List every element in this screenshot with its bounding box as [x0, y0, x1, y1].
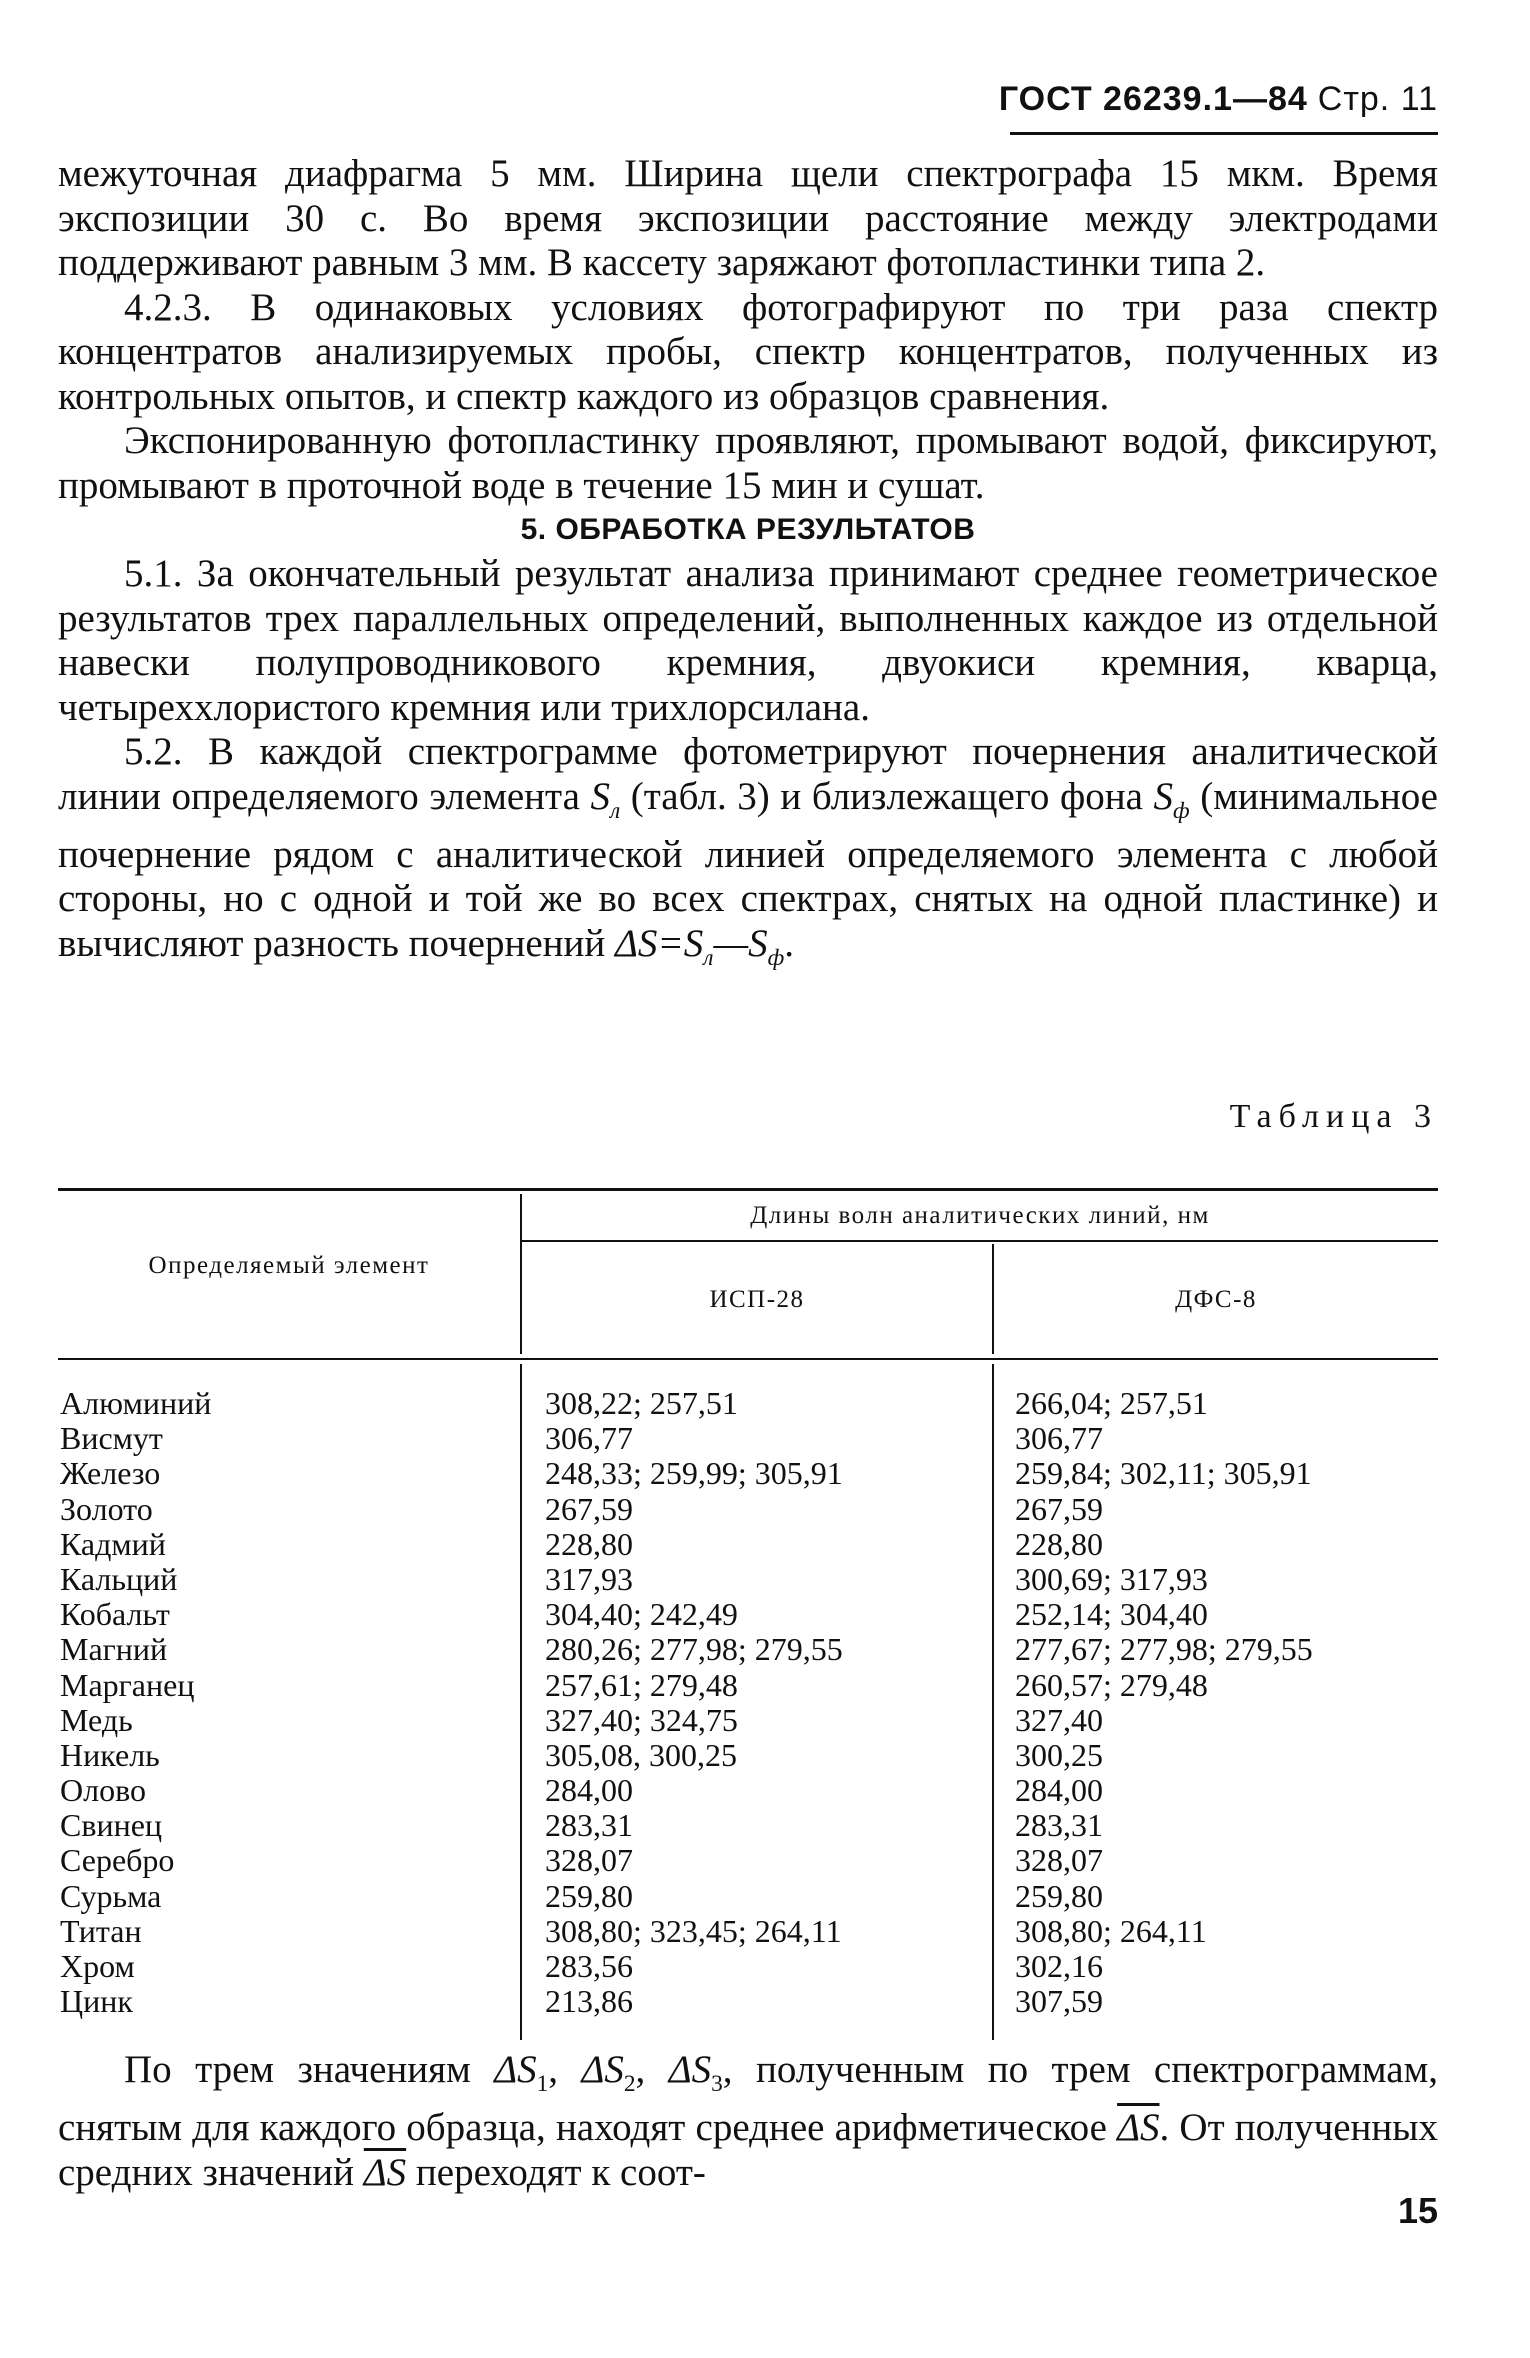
- table-cell-element: Медь: [60, 1701, 133, 1738]
- table-cell-isp: 304,40; 242,49: [545, 1596, 738, 1633]
- table-cell-dfs: 302,16: [1015, 1948, 1103, 1984]
- table-cell-dfs: 284,00: [1015, 1772, 1103, 1809]
- standard-number: ГОСТ 26239.1—84: [998, 80, 1308, 118]
- table-cell-dfs: 306,77: [1015, 1420, 1103, 1457]
- table-cell-isp: 283,56: [545, 1948, 633, 1984]
- table-cell-isp: 284,00: [545, 1772, 633, 1809]
- symbol-s-l: $S_л$: [590, 774, 621, 824]
- table-cell-isp: 306,77: [545, 1420, 633, 1457]
- table-cell-element: Висмут: [60, 1420, 163, 1457]
- dfs-column: [1015, 1386, 1313, 2019]
- table-caption: Таблица 3: [1229, 1098, 1438, 1135]
- table-cell-isp: 259,80: [545, 1877, 633, 1914]
- table-cell-element: Серебро: [60, 1842, 175, 1879]
- table-cell-dfs: 277,67; 277,98; 279,55: [1015, 1631, 1313, 1668]
- table-cell-isp: 328,07: [545, 1842, 633, 1879]
- paragraph-1: межуточная диафрагма 5 мм. Ширина щели спектрографа 15 мкм. Время экспозиции 30 с. Во время экспозиции расстояние между электродами поддерживают равным 3 мм. В кассету заряжают фотопластинки типа 2.: [58, 152, 1438, 284]
- body-vline-2: [992, 1364, 994, 2040]
- mean-delta-s-2: $\overline{\Delta S}$: [363, 2150, 407, 2194]
- table-cell-isp: 308,22; 257,51: [545, 1385, 738, 1421]
- table-cell-element: Титан: [60, 1912, 142, 1949]
- paragraph-5-1: 5.1. За окончательный результат анализа принимают среднее геометрическое результатов трех параллельных определений, выполненных каждое из отдельной навески полупроводникового кремния, двуокиси кремния, кварца, четыреххлористого кремния или трихлорсилана.: [58, 552, 1438, 729]
- table-cell-isp: 317,93: [545, 1560, 633, 1597]
- table-cell-dfs: 307,59: [1015, 1983, 1103, 2020]
- table-cell-dfs: 328,07: [1015, 1842, 1103, 1879]
- header-bottom-rule: [58, 1358, 1438, 1360]
- table-cell-dfs: 308,80; 264,11: [1015, 1912, 1207, 1949]
- table-cell-dfs: 267,59: [1015, 1490, 1103, 1527]
- paragraph-exposure: Экспонированную фотопластинку проявляют, промывают водой, фиксируют, промывают в проточной воде в течение 15 мин и сушат.: [58, 419, 1438, 507]
- table-cell-element: Сурьма: [60, 1877, 162, 1914]
- table-cell-element: Кадмий: [60, 1525, 166, 1562]
- page-number: 15: [1397, 2190, 1438, 2231]
- header-dfs-8: ДФС-8: [1175, 1286, 1257, 1313]
- mean-delta-s-1: $\overline{\Delta S}$: [1117, 2106, 1160, 2150]
- table-cell-dfs: 259,84; 302,11; 305,91: [1015, 1455, 1312, 1492]
- table-cell-element: Магний: [60, 1631, 168, 1668]
- table-cell-isp: 213,86: [545, 1983, 633, 2020]
- page-label: Стр. 11: [1317, 80, 1438, 118]
- table-cell-dfs: 228,80: [1015, 1525, 1103, 1562]
- symbol-s-f: $S_ф$: [1153, 774, 1190, 824]
- paragraph-4-2-3: 4.2.3. В одинаковых условиях фотографируют по три раза спектр концентратов анализируемых пробы, спектр концентратов, полученных из контрольных опытов, и спектр каждого из образцов сравнения.: [58, 285, 1438, 418]
- header-element: Определяемый элемент: [148, 1252, 430, 1279]
- table-cell-dfs: 300,25: [1015, 1736, 1103, 1773]
- table-cell-element: Цинк: [60, 1983, 133, 2020]
- table-cell-isp: 283,31: [545, 1807, 633, 1844]
- table-cell-dfs: 252,14; 304,40: [1015, 1596, 1208, 1633]
- table-cell-element: Кальций: [60, 1560, 178, 1597]
- body-vline-1: [520, 1364, 522, 2040]
- table-cell-element: Свинец: [60, 1807, 163, 1844]
- header-isp-28: ИСП-28: [709, 1286, 805, 1313]
- header-wavelengths: Длины волн аналитических линий, нм: [750, 1202, 1210, 1229]
- group-header-rule: [520, 1240, 1438, 1242]
- table-cell-dfs: 260,57; 279,48: [1015, 1666, 1208, 1703]
- paragraph-5-2: 5.2. В каждой спектрограмме фотометрируют почернения аналитической линии определяемого элемента $S_л$ (табл. 3) и близлежащего фона $S_ф$ (минимальное почернение рядом с аналитической линией определяемого элемента с любой стороны, но с одной и той же во всех спектрах, снятых на одной пластинке) и вычисляют разность почернений $\Delta S=S_л—S_ф$.: [58, 730, 1438, 971]
- table-cell-element: Марганец: [60, 1666, 195, 1703]
- table-top-rule: [58, 1188, 1438, 1191]
- body-text: [58, 152, 1438, 980]
- page-header: [999, 80, 1438, 119]
- table-cell-dfs: 327,40: [1015, 1701, 1103, 1738]
- table-cell-isp: 228,80: [545, 1525, 633, 1562]
- formula-delta-s: $\Delta S=S_л—S_ф$: [615, 921, 785, 971]
- table-cell-element: Олово: [60, 1772, 146, 1809]
- table-cell-element: Алюминий: [60, 1385, 212, 1421]
- table-cell-dfs: 266,04; 257,51: [1015, 1385, 1208, 1421]
- table-cell-isp: 267,59: [545, 1490, 633, 1527]
- table-cell-isp: 305,08, 300,25: [545, 1736, 737, 1773]
- header-rule: [1010, 132, 1438, 135]
- paragraph-averaging: По трем значениям $\Delta S_1$, $\Delta S_2$, $\Delta S_3$, полученным по трем спектрограммам, снятым для каждого образца, находят среднее арифметическое $\overline{\Delta S}$. От полученных средних значений $\overline{\Delta S}$ переходят к соот-: [58, 2048, 1438, 2194]
- section-title: 5. ОБРАБОТКА РЕЗУЛЬТАТОВ: [520, 513, 976, 546]
- table-cell-element: Железо: [60, 1455, 161, 1492]
- table-cell-element: Золото: [60, 1490, 153, 1527]
- isp-column: [545, 1386, 843, 2019]
- table-cell-isp: 308,80; 323,45; 264,11: [545, 1912, 842, 1949]
- table-cell-isp: 248,33; 259,99; 305,91: [545, 1455, 843, 1492]
- table-cell-isp: 280,26; 277,98; 279,55: [545, 1631, 843, 1668]
- table-cell-isp: 327,40; 324,75: [545, 1701, 738, 1738]
- table-cell-element: Никель: [60, 1736, 160, 1773]
- wavelength-table: [58, 1188, 1438, 2052]
- table-cell-dfs: 259,80: [1015, 1877, 1103, 1914]
- table-cell-dfs: 300,69; 317,93: [1015, 1560, 1208, 1597]
- table-cell-element: Кобальт: [60, 1596, 170, 1633]
- table-cell-element: Хром: [60, 1948, 135, 1984]
- table-cell-isp: 257,61; 279,48: [545, 1666, 738, 1703]
- element-column: [60, 1386, 211, 2019]
- table-cell-dfs: 283,31: [1015, 1807, 1103, 1844]
